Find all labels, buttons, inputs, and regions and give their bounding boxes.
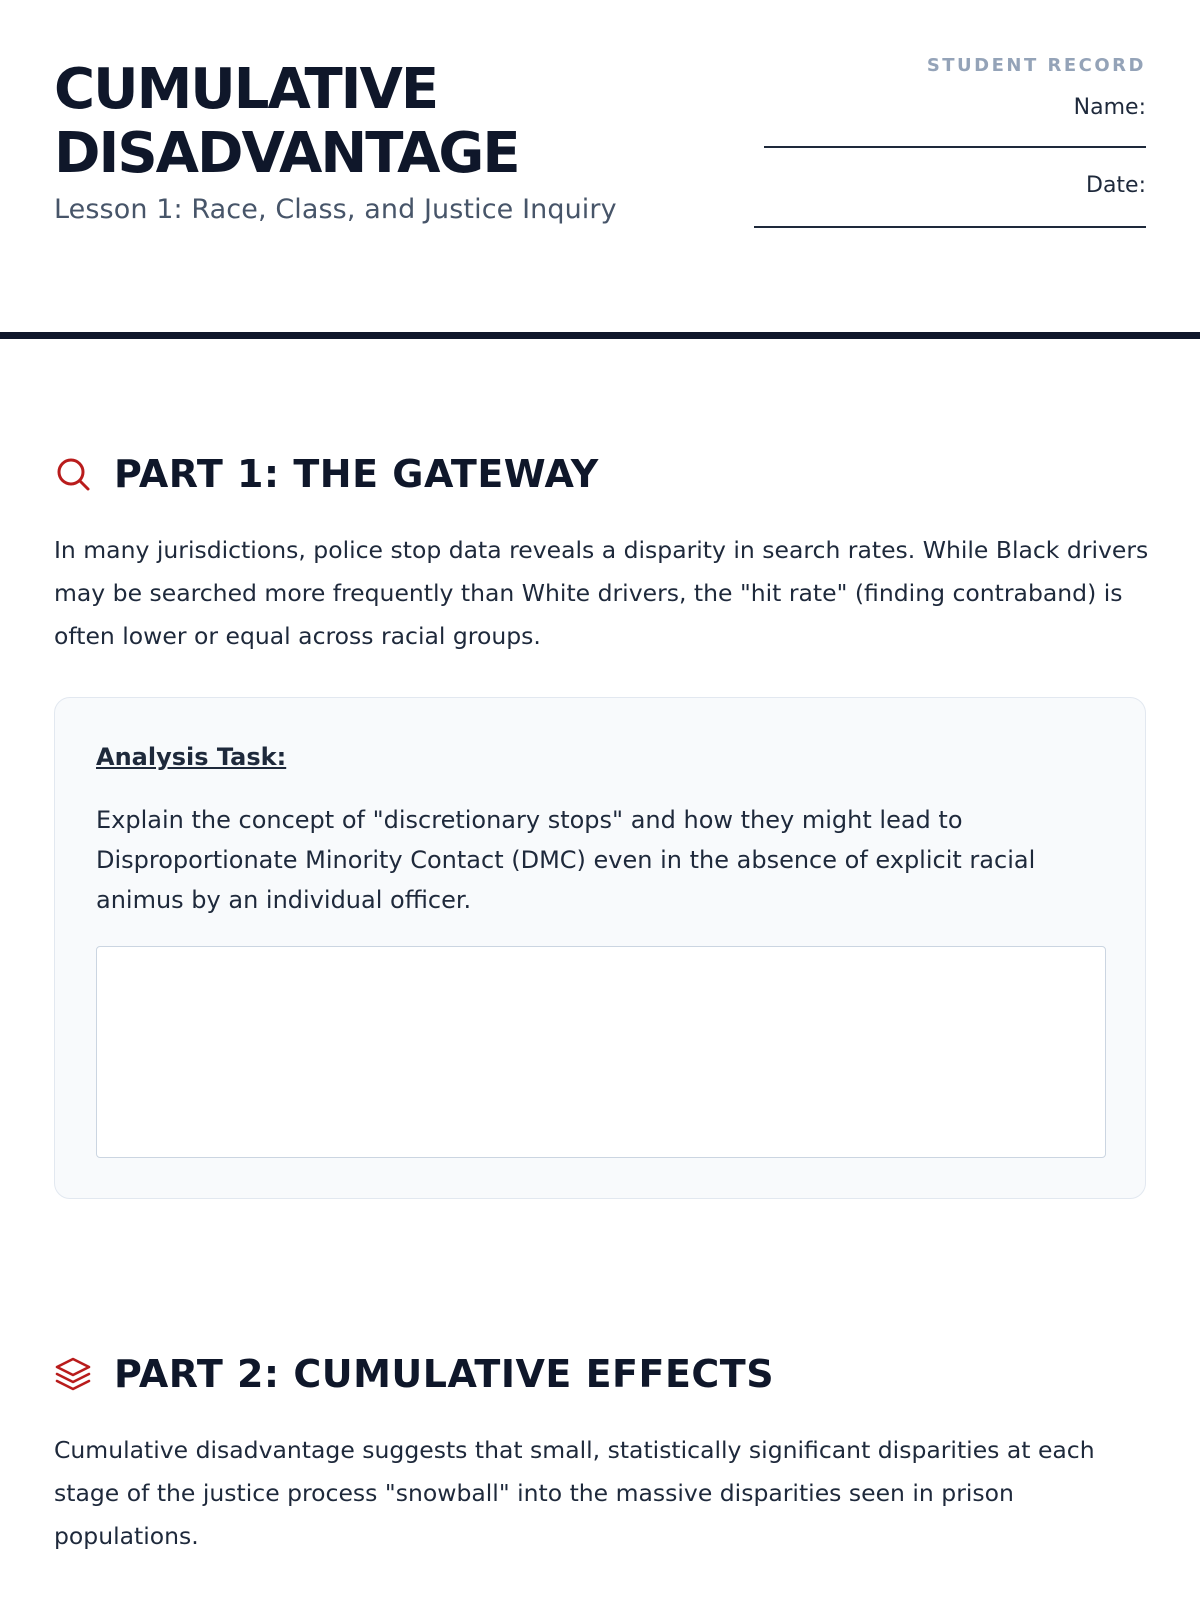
title-line-1: CUMULATIVE (54, 57, 438, 122)
analysis-task-card (54, 697, 1146, 1199)
magnifier-icon (54, 455, 92, 493)
part1-title: PART 1: THE GATEWAY (114, 452, 599, 496)
name-field[interactable] (764, 146, 1146, 148)
analysis-answer-field[interactable] (96, 946, 1106, 1158)
header-divider (0, 332, 1200, 339)
student-record (726, 54, 1146, 228)
student-record-label: STUDENT RECORD (926, 55, 1146, 76)
title-line-2: DISADVANTAGE (54, 121, 519, 186)
part1-body: In many jurisdictions, police stop data reveals a disparity in search rates. While Black drivers may be searched more frequently than White drivers, the "hit rate" (finding contraband) is often lower or equal across racial groups. (54, 536, 1149, 650)
name-label: Name: (1073, 95, 1146, 120)
analysis-task-title: Analysis Task: (96, 743, 287, 771)
date-label: Date: (1086, 173, 1146, 198)
part2-heading (54, 1352, 774, 1396)
worksheet-header (0, 0, 1200, 340)
part2-body: Cumulative disadvantage suggests that small, statistically significant disparities at each stage of the justice process "snowball" into the massive disparities seen in prison populations. (54, 1436, 1095, 1550)
analysis-task-prompt: Explain the concept of "discretionary stops" and how they might lead to Disproportionate Minority Contact (DMC) even in the absence of explicit racial animus by an individual officer. (96, 806, 1036, 914)
part2-title: PART 2: CUMULATIVE EFFECTS (114, 1352, 775, 1396)
date-field[interactable] (754, 226, 1146, 228)
layers-icon (54, 1355, 92, 1393)
part1-heading (54, 452, 599, 496)
lesson-subtitle: Lesson 1: Race, Class, and Justice Inquiry (54, 194, 617, 225)
page-title (54, 58, 694, 186)
